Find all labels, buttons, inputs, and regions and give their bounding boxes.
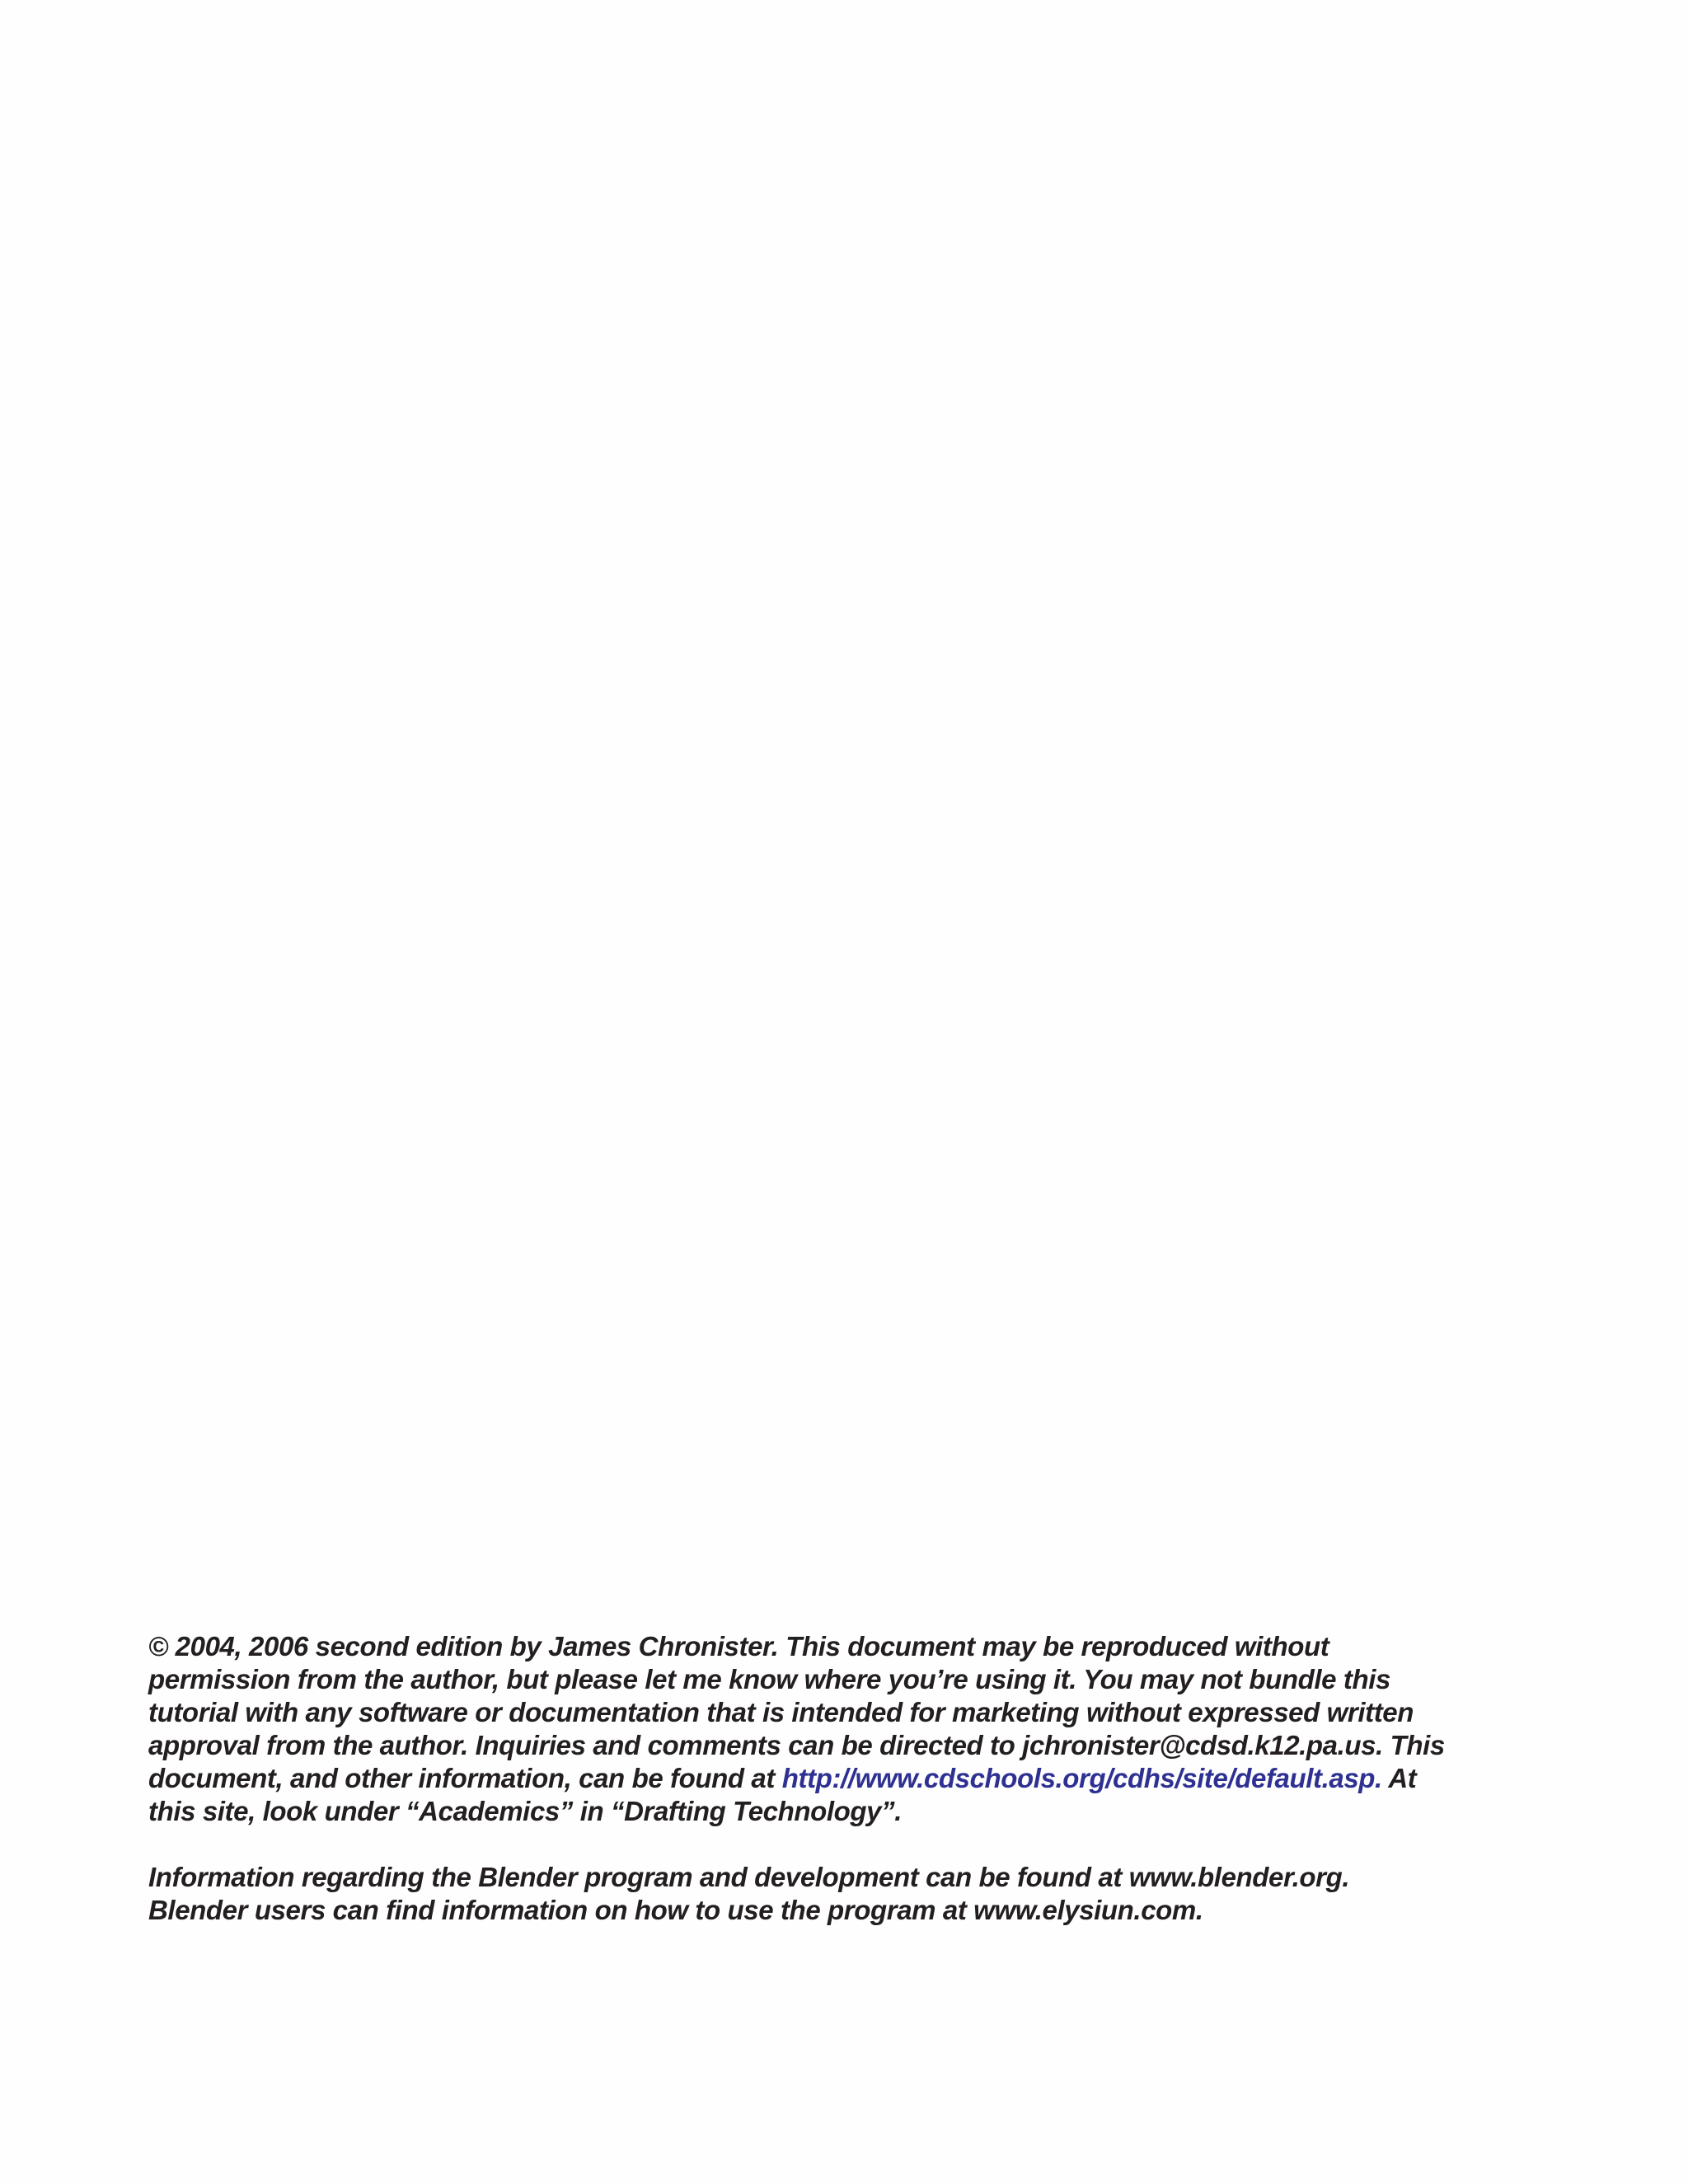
blender-info-paragraph: Information regarding the Blender program and development can be found at www.blender.org. Blender users can find information on how to use the program at www.elysiun.com. — [148, 1862, 1350, 1925]
copyright-text-continued: At this site, look under “Academics” in “Drafting Technology”. — [148, 1763, 1417, 1826]
cdschools-link[interactable]: http://www.cdschools.org/cdhs/site/default.asp. — [781, 1763, 1382, 1793]
copyright-paragraph — [148, 1630, 1451, 1828]
copyright-notice-block — [148, 1630, 1451, 1927]
copyright-text: © 2004, 2006 second edition by James Chronister. This document may be reproduced without permission from the author, but please let me know where you’re using it. You may not bundle this tutorial with any software or documentation that is intended for marketing without expressed written approval from the author. Inquiries and comments can be directed to jchronister@cdsd.k12.pa.us. This document, and other information, can be found at — [148, 1631, 1445, 1793]
